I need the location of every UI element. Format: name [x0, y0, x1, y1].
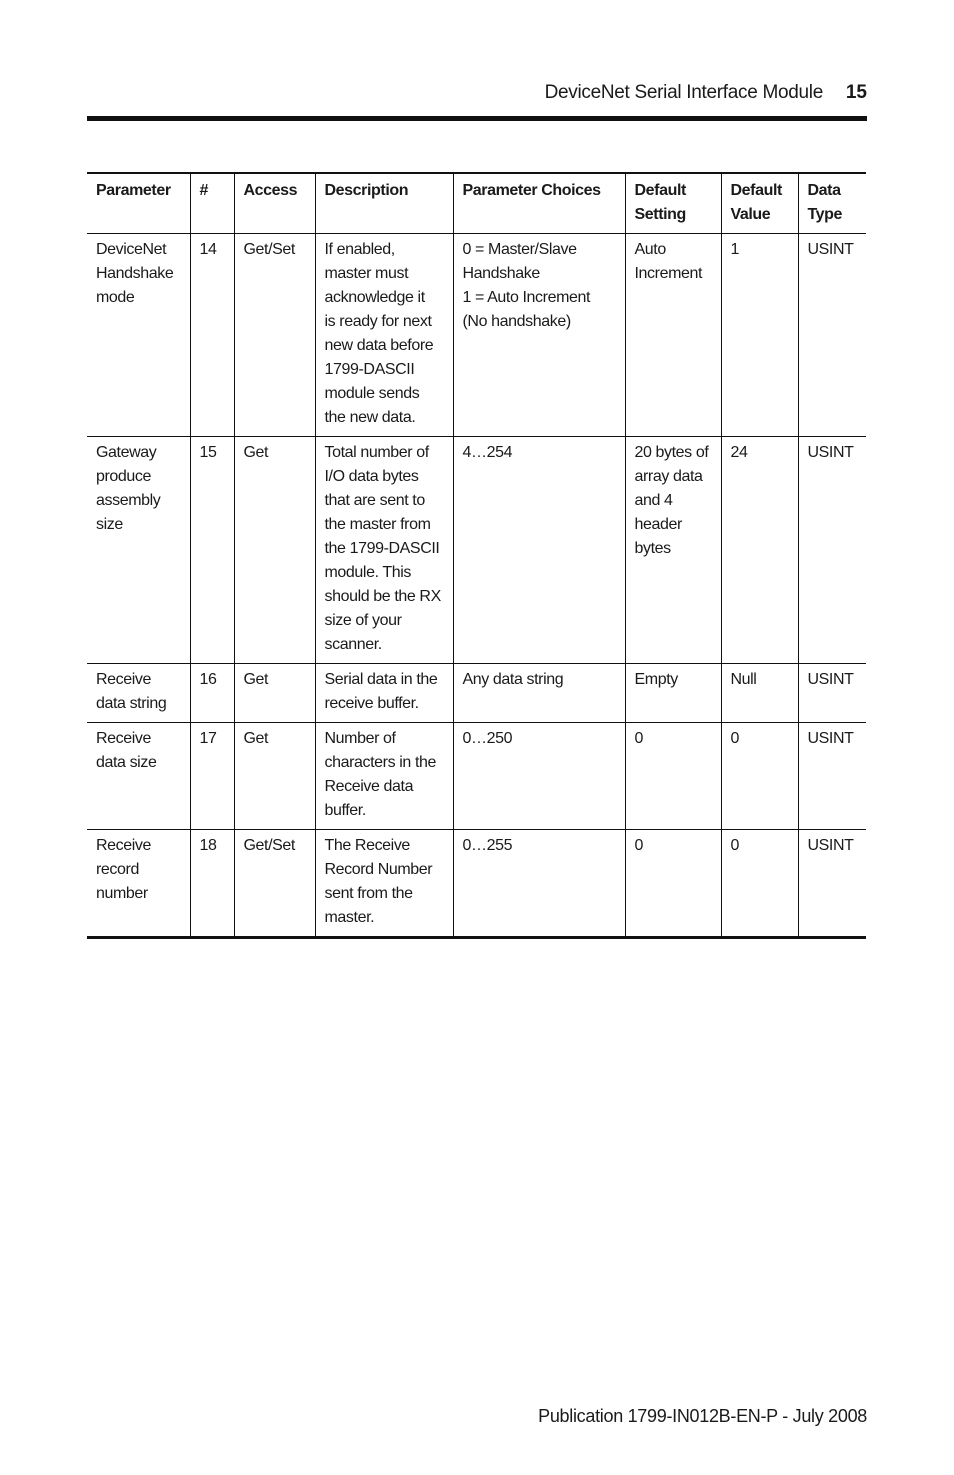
- cell-parameter: [87, 437, 190, 664]
- cell-line: Empty: [634, 671, 678, 688]
- cell-line: the 1799-DASCII: [324, 540, 440, 557]
- cell-parameter: [87, 234, 190, 437]
- cell-parameter-choices: [453, 234, 625, 437]
- col-header-data-type: Data Type: [798, 173, 866, 234]
- cell-line: Any data string: [462, 671, 564, 688]
- publication-footer: Publication 1799-IN012B-EN-P - July 2008: [538, 1406, 867, 1426]
- header-rule: [87, 116, 867, 121]
- cell-line: buffer.: [324, 802, 366, 819]
- col-header-parameter: Parameter: [87, 173, 190, 234]
- cell-parameter-choices: [453, 830, 625, 938]
- cell-default-setting: [625, 437, 721, 664]
- cell-line: Receive: [96, 730, 152, 747]
- cell-default-value: 0: [721, 830, 798, 938]
- cell-description: [315, 437, 453, 664]
- cell-line: Total number of: [324, 444, 429, 461]
- cell-default-value: Null: [721, 664, 798, 723]
- cell-access: Get/Set: [234, 830, 315, 938]
- cell-line: 4…254: [462, 444, 513, 461]
- cell-line: 0: [634, 730, 643, 747]
- cell-line: 0 = Master/Slave: [462, 241, 577, 258]
- cell-line: Receive: [96, 671, 152, 688]
- cell-default-value: 24: [721, 437, 798, 664]
- cell-line: data string: [96, 695, 167, 712]
- col-header-parameter-choices: Parameter Choices: [453, 173, 625, 234]
- cell-parameter-choices: [453, 437, 625, 664]
- table-row: [87, 723, 866, 830]
- cell-line: module sends: [324, 385, 420, 402]
- cell-line: that are sent to: [324, 492, 425, 509]
- cell-parameter: [87, 830, 190, 938]
- cell-parameter-choices: [453, 664, 625, 723]
- cell-line: scanner.: [324, 636, 382, 653]
- cell-data-type: USINT: [798, 664, 866, 723]
- cell-line: master must: [324, 265, 409, 282]
- cell-line: Gateway: [96, 444, 157, 461]
- cell-line: size of your: [324, 612, 402, 629]
- cell-line: the master from: [324, 516, 431, 533]
- cell-line: is ready for next: [324, 313, 432, 330]
- cell-line: data size: [96, 754, 157, 771]
- page-number: 15: [845, 82, 867, 103]
- cell-line: number: [96, 885, 148, 902]
- cell-line: 20 bytes of: [634, 444, 709, 461]
- cell-line: acknowledge it: [324, 289, 425, 306]
- cell-parameter: [87, 664, 190, 723]
- cell-line: 1 = Auto Increment: [462, 289, 591, 306]
- table-row: [87, 664, 866, 723]
- table-row: [87, 830, 866, 938]
- cell-default-setting: [625, 234, 721, 437]
- cell-line: Increment: [634, 265, 703, 282]
- col-header-default-setting: Default Setting: [625, 173, 721, 234]
- cell-line: 0…255: [462, 837, 513, 854]
- cell-line: assembly: [96, 492, 161, 509]
- cell-line: If enabled,: [324, 241, 395, 258]
- cell-line: new data before: [324, 337, 434, 354]
- cell-default-value: 1: [721, 234, 798, 437]
- cell-line: the new data.: [324, 409, 416, 426]
- cell-line: mode: [96, 289, 135, 306]
- cell-access: Get/Set: [234, 234, 315, 437]
- table-body: [87, 234, 866, 938]
- cell-line: Handshake: [96, 265, 174, 282]
- cell-access: Get: [234, 664, 315, 723]
- cell-data-type: USINT: [798, 830, 866, 938]
- cell-line: I/O data bytes: [324, 468, 419, 485]
- cell-data-type: USINT: [798, 437, 866, 664]
- cell-default-setting: [625, 830, 721, 938]
- cell-line: DeviceNet: [96, 241, 167, 258]
- cell-description: [315, 830, 453, 938]
- parameter-table: [87, 172, 866, 939]
- cell-number: 18: [190, 830, 234, 938]
- cell-line: Serial data in the: [324, 671, 438, 688]
- cell-line: The Receive: [324, 837, 410, 854]
- cell-line: size: [96, 516, 123, 533]
- cell-data-type: USINT: [798, 723, 866, 830]
- col-header-default-value: Default Value: [721, 173, 798, 234]
- col-header-access: Access: [234, 173, 315, 234]
- table-header-row: [87, 173, 866, 234]
- col-header-description: Description: [315, 173, 453, 234]
- cell-description: [315, 723, 453, 830]
- cell-line: 1799-DASCII: [324, 361, 415, 378]
- cell-line: (No handshake): [462, 313, 571, 330]
- cell-data-type: USINT: [798, 234, 866, 437]
- cell-line: module. This: [324, 564, 412, 581]
- cell-access: Get: [234, 723, 315, 830]
- cell-number: 14: [190, 234, 234, 437]
- cell-line: Handshake: [462, 265, 540, 282]
- col-header-number: #: [190, 173, 234, 234]
- cell-line: bytes: [634, 540, 671, 557]
- cell-line: 0…250: [462, 730, 513, 747]
- cell-line: Record Number: [324, 861, 433, 878]
- cell-line: master.: [324, 909, 375, 926]
- cell-access: Get: [234, 437, 315, 664]
- cell-default-setting: [625, 664, 721, 723]
- cell-line: receive buffer.: [324, 695, 419, 712]
- cell-description: [315, 234, 453, 437]
- cell-number: 15: [190, 437, 234, 664]
- header-title: DeviceNet Serial Interface Module: [544, 82, 823, 103]
- cell-line: Receive: [96, 837, 152, 854]
- cell-line: and 4: [634, 492, 673, 509]
- cell-number: 17: [190, 723, 234, 830]
- cell-line: produce: [96, 468, 152, 485]
- table-row: [87, 234, 866, 437]
- cell-line: Number of: [324, 730, 396, 747]
- cell-parameter-choices: [453, 723, 625, 830]
- table-row: [87, 437, 866, 664]
- cell-line: header: [634, 516, 682, 533]
- cell-line: sent from the: [324, 885, 413, 902]
- cell-line: array data: [634, 468, 703, 485]
- cell-parameter: [87, 723, 190, 830]
- cell-line: Receive data: [324, 778, 414, 795]
- cell-line: 0: [634, 837, 643, 854]
- cell-line: record: [96, 861, 139, 878]
- cell-line: characters in the: [324, 754, 436, 771]
- cell-number: 16: [190, 664, 234, 723]
- cell-default-value: 0: [721, 723, 798, 830]
- cell-description: [315, 664, 453, 723]
- cell-default-setting: [625, 723, 721, 830]
- cell-line: should be the RX: [324, 588, 441, 605]
- cell-line: Auto: [634, 241, 666, 258]
